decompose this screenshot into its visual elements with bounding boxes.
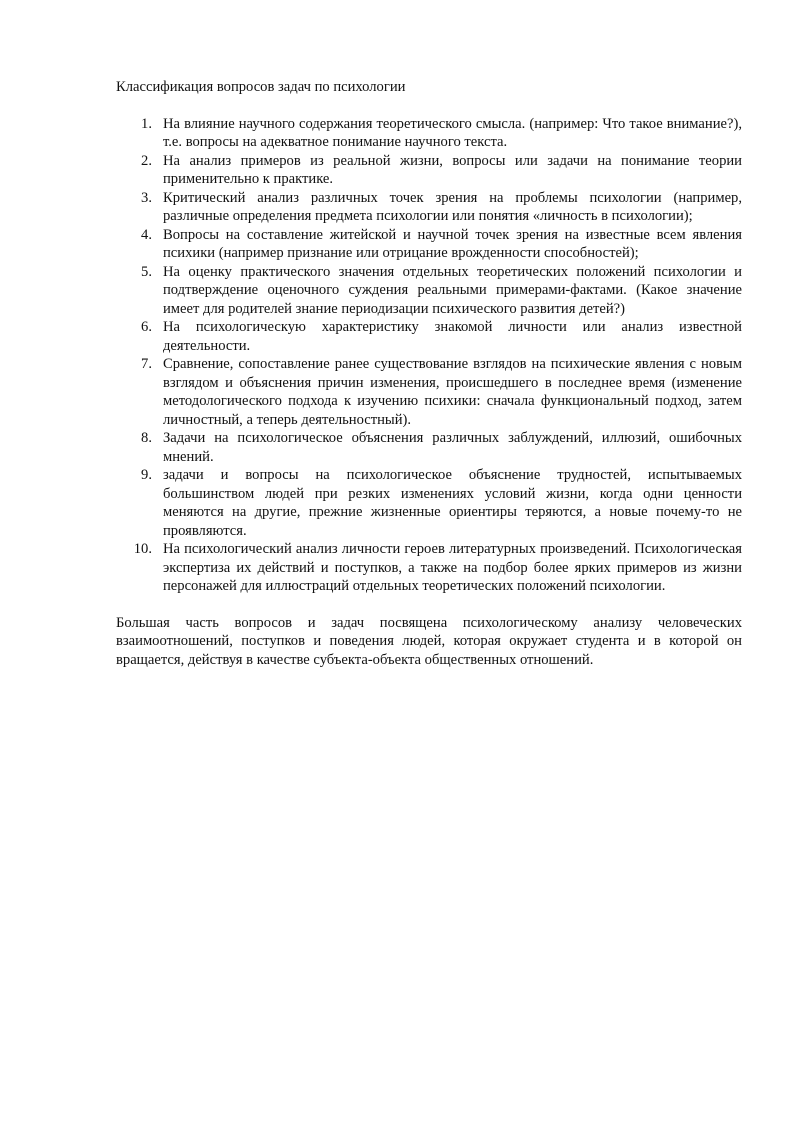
list-item [116, 540, 742, 596]
list-item-text: На психологическую характеристику знакомой личности или анализ известной деятельности. [163, 319, 742, 354]
classification-list [116, 115, 742, 596]
list-item-number: 4. [141, 226, 152, 243]
list-item-number: 9. [141, 467, 152, 483]
list-item-number: 7. [141, 356, 152, 372]
list-item [116, 429, 742, 466]
list-item-number: 5. [141, 263, 152, 280]
list-item-number: 8. [141, 430, 152, 446]
list-item [116, 226, 742, 263]
document-title: Классификация вопросов задач по психологии [116, 79, 406, 95]
list-item [116, 318, 742, 355]
list-item-text: На влияние научного содержания теоретического смысла. (например: Что такое внимание?), т.е. вопросы на адекватное понимание научного текста. [163, 115, 742, 150]
list-item [116, 263, 742, 319]
list-item [116, 189, 742, 226]
list-item [116, 355, 742, 429]
summary-paragraph: Большая часть вопросов и задач посвящена психологическому анализу человеческих взаимоотношений, поступков и поведения людей, которая окружает студента и в которой он вращается, действуя в качестве субъекта-объекта общественных отношений. [116, 614, 742, 668]
list-item-number: 6. [141, 319, 152, 335]
list-item [116, 115, 742, 152]
list-item-number: 2. [141, 152, 152, 169]
list-item-number: 3. [141, 189, 152, 206]
list-item-number: 1. [141, 115, 152, 132]
list-item [116, 152, 742, 189]
document-page [116, 78, 742, 669]
list-item-text: На оценку практического значения отдельных теоретических положений психологии и подтверждение оценочного суждения реальными примерами-фактами. (Какое значение имеет для родителей знание периодизации психического развития детей?) [163, 263, 742, 317]
list-item [116, 466, 742, 540]
list-item-text: На психологический анализ личности героев литературных произведений. Психологическая экспертиза их действий и поступков, а также на подбор более ярких примеров из жизни персонажей для иллюстраций отдельных теоретических положений психологии. [163, 541, 742, 594]
list-item-text: На анализ примеров из реальной жизни, вопросы или задачи на понимание теории применительно к практике. [163, 152, 742, 187]
list-item-text: Вопросы на составление житейской и научной точек зрения на известные всем явления психики (например признание или отрицание врожденности способностей); [163, 226, 742, 261]
list-item-text: Сравнение, сопоставление ранее существование взглядов на психические явления с новым взглядом и объяснения причин изменения, происшедшего в последнее время (изменение методологического подхода к изучению психики: сначала функциональный подход, затем личностный, а теперь деятельностный). [163, 356, 742, 428]
list-item-text: задачи и вопросы на психологическое объяснение трудностей, испытываемых большинством людей при резких изменениях условий жизни, когда одни ценности меняются на другие, прежние жизненные ориентиры теряются, а новые почему-то не проявляются. [163, 467, 742, 539]
list-item-text: Критический анализ различных точек зрения на проблемы психологии (например, различные определения предмета психологии или понятия «личность в психологии); [163, 189, 742, 224]
list-item-number: 10. [133, 541, 152, 557]
list-item-text: Задачи на психологическое объяснения различных заблуждений, иллюзий, ошибочных мнений. [163, 430, 742, 465]
